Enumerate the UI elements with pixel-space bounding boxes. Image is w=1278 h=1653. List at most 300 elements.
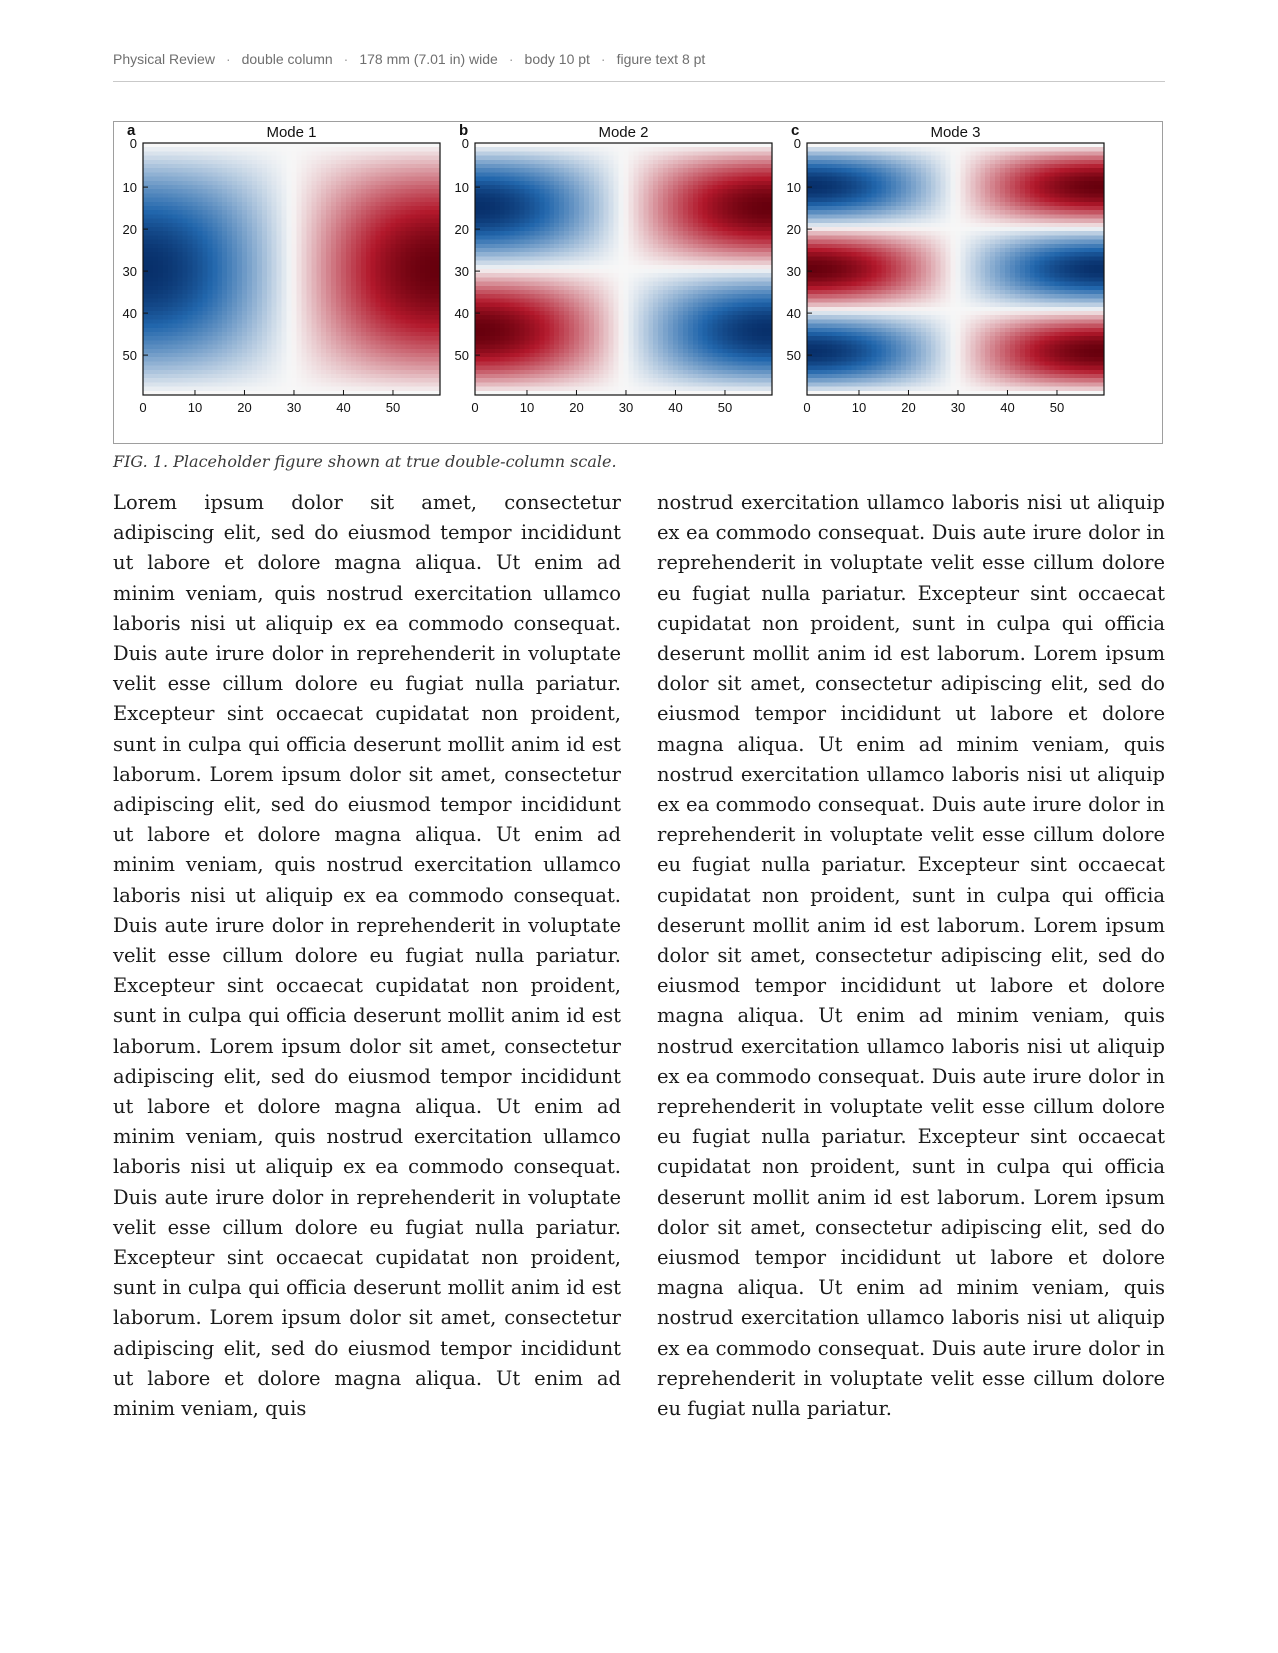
heatmap-cell (153, 219, 159, 224)
heatmap-cell (415, 210, 421, 215)
heatmap-cell (633, 143, 639, 148)
heatmap-cell (143, 244, 149, 249)
heatmap-cell (173, 286, 179, 291)
heatmap-cell (143, 168, 149, 173)
heatmap-cell (272, 219, 278, 224)
heatmap-cell (703, 164, 709, 169)
heatmap-cell (480, 227, 486, 232)
heatmap-cell (574, 172, 580, 177)
heatmap-cell (212, 340, 218, 345)
heatmap-cell (232, 311, 238, 316)
heatmap-cell (341, 198, 347, 203)
heatmap-cell (282, 294, 288, 299)
heatmap-cell (361, 286, 367, 291)
heatmap-cell (262, 164, 268, 169)
heatmap-cell (346, 147, 352, 152)
heatmap-cell (183, 315, 189, 320)
heatmap-cell (648, 168, 654, 173)
heatmap-cell (287, 294, 293, 299)
heatmap-cell (351, 240, 357, 245)
heatmap-cell (405, 185, 411, 190)
heatmap-cell (197, 387, 203, 392)
heatmap-cell (197, 340, 203, 345)
heatmap-cell (296, 387, 302, 392)
heatmap-cell (609, 193, 615, 198)
heatmap-cell (341, 315, 347, 320)
heatmap-cell (752, 151, 758, 156)
heatmap-cell (737, 198, 743, 203)
heatmap-cell (703, 223, 709, 228)
heatmap-cell (168, 361, 174, 366)
heatmap-cell (366, 202, 372, 207)
heatmap-cell (718, 147, 724, 152)
heatmap-cell (400, 248, 406, 253)
heatmap-cell (752, 193, 758, 198)
heatmap-cell (267, 160, 273, 165)
heatmap-cell (217, 328, 223, 333)
heatmap-cell (173, 151, 179, 156)
heatmap-cell (326, 328, 332, 333)
heatmap-cell (252, 261, 258, 266)
heatmap-cell (341, 219, 347, 224)
heatmap-cell (366, 156, 372, 161)
heatmap-cell (415, 235, 421, 240)
heatmap-cell (163, 219, 169, 224)
heatmap-cell (425, 172, 431, 177)
heatmap-cell (599, 206, 605, 211)
heatmap-cell (326, 193, 332, 198)
heatmap-cell (316, 269, 322, 274)
heatmap-cell (227, 244, 233, 249)
heatmap-cell (420, 277, 426, 282)
heatmap-cell (400, 244, 406, 249)
heatmap-cell (727, 202, 733, 207)
heatmap-cell (292, 382, 298, 387)
heatmap-cell (197, 319, 203, 324)
heatmap-cell (495, 185, 501, 190)
heatmap-cell (371, 185, 377, 190)
heatmap-cell (554, 227, 560, 232)
heatmap-cell (321, 248, 327, 253)
heatmap-cell (594, 210, 600, 215)
heatmap-cell (361, 269, 367, 274)
heatmap-cell (311, 231, 317, 236)
heatmap-cell (282, 156, 288, 161)
heatmap-cell (257, 387, 263, 392)
heatmap-cell (178, 349, 184, 354)
heatmap-cell (742, 151, 748, 156)
heatmap-cell (306, 324, 312, 329)
heatmap-cell (420, 147, 426, 152)
heatmap-cell (534, 214, 540, 219)
heatmap-cell (425, 315, 431, 320)
heatmap-cell (624, 235, 630, 240)
heatmap-cell (490, 198, 496, 203)
heatmap-cell (202, 269, 208, 274)
heatmap-cell (371, 370, 377, 375)
heatmap-cell (331, 206, 337, 211)
heatmap-cell (341, 210, 347, 215)
heatmap-cell (351, 366, 357, 371)
heatmap-cell (153, 156, 159, 161)
heatmap-cell (316, 256, 322, 261)
heatmap-cell (658, 160, 664, 165)
heatmap-cell (292, 273, 298, 278)
heatmap-cell (193, 189, 199, 194)
heatmap-cell (633, 168, 639, 173)
heatmap-cell (539, 185, 545, 190)
heatmap-cell (420, 382, 426, 387)
heatmap-cell (247, 156, 253, 161)
heatmap-cell (247, 286, 253, 291)
heatmap-cell (381, 223, 387, 228)
heatmap-cell (277, 160, 283, 165)
heatmap-cell (638, 231, 644, 236)
heatmap-cell (391, 219, 397, 224)
heatmap-cell (202, 336, 208, 341)
heatmap-cell (242, 214, 248, 219)
heatmap-cell (232, 143, 238, 148)
heatmap-cell (296, 277, 302, 282)
heatmap-cell (480, 156, 486, 161)
heatmap-cell (316, 261, 322, 266)
heatmap-cell (262, 235, 268, 240)
heatmap-cell (594, 219, 600, 224)
heatmap-cell (400, 315, 406, 320)
heatmap-cell (242, 374, 248, 379)
heatmap-cell (430, 332, 436, 337)
heatmap-cell (168, 298, 174, 303)
heatmap-cell (713, 151, 719, 156)
heatmap-cell (549, 202, 555, 207)
heatmap-cell (520, 214, 526, 219)
heatmap-cell (193, 273, 199, 278)
heatmap-cell (178, 160, 184, 165)
heatmap-cell (425, 240, 431, 245)
heatmap-cell (410, 303, 416, 308)
heatmap-cell (178, 303, 184, 308)
heatmap-cell (158, 256, 164, 261)
heatmap-cell (242, 303, 248, 308)
heatmap-cell (762, 189, 768, 194)
heatmap-cell (321, 202, 327, 207)
heatmap-cell (306, 206, 312, 211)
heatmap-cell (188, 256, 194, 261)
heatmap-cell (227, 181, 233, 186)
heatmap-cell (559, 193, 565, 198)
heatmap-cell (351, 256, 357, 261)
heatmap-cell (742, 214, 748, 219)
heatmap-cell (292, 324, 298, 329)
heatmap-cell (361, 387, 367, 392)
heatmap-cell (668, 172, 674, 177)
heatmap-cell (336, 286, 342, 291)
heatmap-cell (371, 361, 377, 366)
heatmap-cell (425, 227, 431, 232)
heatmap-cell (227, 168, 233, 173)
heatmap-cell (346, 273, 352, 278)
heatmap-cell (287, 252, 293, 257)
heatmap-cell (534, 147, 540, 152)
heatmap-cell (549, 223, 555, 228)
heatmap-cell (351, 332, 357, 337)
heatmap-cell (153, 315, 159, 320)
heatmap-cell (341, 269, 347, 274)
heatmap-cell (296, 273, 302, 278)
heatmap-cell (520, 231, 526, 236)
heatmap-panel-a (123, 122, 441, 415)
heatmap-cell (193, 378, 199, 383)
heatmap-cell (713, 172, 719, 177)
heatmap-cell (658, 223, 664, 228)
heatmap-cell (405, 349, 411, 354)
heatmap-cell (653, 160, 659, 165)
heatmap-cell (361, 147, 367, 152)
heatmap-cell (178, 366, 184, 371)
heatmap-cell (386, 206, 392, 211)
heatmap-cell (703, 189, 709, 194)
heatmap-cell (232, 361, 238, 366)
heatmap-cell (287, 160, 293, 165)
heatmap-cell (628, 160, 634, 165)
y-tick-label: 40 (122, 306, 137, 322)
heatmap-cell (544, 202, 550, 207)
heatmap-cell (222, 315, 228, 320)
heatmap-cell (505, 202, 511, 207)
heatmap-cell (277, 147, 283, 152)
heatmap-cell (529, 189, 535, 194)
heatmap-cell (188, 160, 194, 165)
heatmap-cell (227, 198, 233, 203)
heatmap-cell (287, 319, 293, 324)
heatmap-cell (376, 298, 382, 303)
heatmap-cell (534, 202, 540, 207)
heatmap-cell (490, 193, 496, 198)
heatmap-cell (658, 214, 664, 219)
heatmap-cell (296, 244, 302, 249)
heatmap-cell (242, 235, 248, 240)
heatmap-cell (217, 172, 223, 177)
heatmap-cell (752, 206, 758, 211)
heatmap-cell (143, 261, 149, 266)
heatmap-cell (584, 214, 590, 219)
heatmap-cell (564, 151, 570, 156)
heatmap-cell (306, 189, 312, 194)
heatmap-cell (703, 185, 709, 190)
heatmap-cell (346, 294, 352, 299)
heatmap-cell (301, 328, 307, 333)
heatmap-cell (371, 366, 377, 371)
heatmap-cell (163, 227, 169, 232)
heatmap-cell (148, 374, 154, 379)
heatmap-cell (188, 311, 194, 316)
heatmap-cell (727, 206, 733, 211)
heatmap-cell (430, 353, 436, 358)
heatmap-cell (356, 164, 362, 169)
heatmap-cell (267, 256, 273, 261)
heatmap-cell (336, 269, 342, 274)
heatmap-cell (143, 252, 149, 257)
heatmap-cell (415, 324, 421, 329)
heatmap-cell (326, 294, 332, 299)
heatmap-cell (237, 294, 243, 299)
heatmap-cell (391, 168, 397, 173)
heatmap-cell (277, 349, 283, 354)
heatmap-cell (410, 147, 416, 152)
heatmap-cell (331, 227, 337, 232)
heatmap-cell (301, 353, 307, 358)
heatmap-cell (395, 345, 401, 350)
heatmap-cell (351, 227, 357, 232)
heatmap-cell (510, 168, 516, 173)
heatmap-cell (505, 231, 511, 236)
heatmap-cell (262, 336, 268, 341)
heatmap-cell (153, 235, 159, 240)
heatmap-cell (262, 151, 268, 156)
heatmap-cell (371, 349, 377, 354)
heatmap-cell (371, 160, 377, 165)
heatmap-cell (178, 328, 184, 333)
heatmap-cell (143, 298, 149, 303)
heatmap-cell (237, 252, 243, 257)
heatmap-cell (395, 319, 401, 324)
heatmap-cell (505, 193, 511, 198)
heatmap-cell (173, 147, 179, 152)
heatmap-cell (415, 248, 421, 253)
heatmap-cell (183, 378, 189, 383)
heatmap-cell (584, 189, 590, 194)
heatmap-cell (475, 181, 481, 186)
heatmap-cell (346, 328, 352, 333)
heatmap-cell (306, 248, 312, 253)
heatmap-cell (202, 319, 208, 324)
heatmap-cell (381, 189, 387, 194)
heatmap-cell (237, 160, 243, 165)
heatmap-cell (415, 143, 421, 148)
heatmap-cell (267, 353, 273, 358)
heatmap-cell (648, 181, 654, 186)
heatmap-cell (525, 177, 531, 182)
heatmap-cell (173, 206, 179, 211)
heatmap-cell (197, 147, 203, 152)
heatmap-cell (663, 160, 669, 165)
heatmap-cell (148, 319, 154, 324)
heatmap-cell (643, 160, 649, 165)
heatmap-cell (207, 324, 213, 329)
heatmap-cell (262, 374, 268, 379)
heatmap-cell (554, 198, 560, 203)
heatmap-cell (326, 219, 332, 224)
heatmap-cell (277, 261, 283, 266)
heatmap-cell (520, 210, 526, 215)
heatmap-cell (257, 353, 263, 358)
heatmap-cell (371, 336, 377, 341)
heatmap-cell (173, 319, 179, 324)
heatmap-cell (405, 345, 411, 350)
heatmap-cell (415, 177, 421, 182)
heatmap-cell (173, 357, 179, 362)
heatmap-cell (579, 219, 585, 224)
heatmap-cell (624, 156, 630, 161)
heatmap-cell (292, 349, 298, 354)
heatmap-cell (430, 164, 436, 169)
heatmap-cell (361, 332, 367, 337)
heatmap-cell (163, 370, 169, 375)
heatmap-cell (475, 219, 481, 224)
heatmap-cell (569, 156, 575, 161)
heatmap-cell (287, 143, 293, 148)
heatmap-cell (207, 378, 213, 383)
heatmap-cell (648, 160, 654, 165)
heatmap-cell (737, 223, 743, 228)
heatmap-cell (202, 164, 208, 169)
heatmap-cell (262, 156, 268, 161)
heatmap-cell (296, 366, 302, 371)
heatmap-cell (584, 181, 590, 186)
heatmap-cell (381, 319, 387, 324)
heatmap-cell (143, 387, 149, 392)
heatmap-cell (371, 269, 377, 274)
heatmap-cell (168, 147, 174, 152)
heatmap-cell (539, 202, 545, 207)
heatmap-cell (732, 202, 738, 207)
heatmap-cell (301, 206, 307, 211)
heatmap-cell (197, 185, 203, 190)
heatmap-cell (638, 160, 644, 165)
heatmap-cell (747, 172, 753, 177)
heatmap-cell (306, 244, 312, 249)
heatmap-cell (381, 252, 387, 257)
heatmap-cell (158, 361, 164, 366)
heatmap-cell (292, 172, 298, 177)
heatmap-cell (747, 202, 753, 207)
heatmap-cell (277, 177, 283, 182)
heatmap-cell (247, 349, 253, 354)
heatmap-cell (272, 353, 278, 358)
heatmap-cell (272, 294, 278, 299)
heatmap-cell (529, 172, 535, 177)
heatmap-cell (410, 265, 416, 270)
heatmap-cell (183, 177, 189, 182)
heatmap-cell (425, 164, 431, 169)
heatmap-cell (212, 269, 218, 274)
heatmap-cell (193, 311, 199, 316)
heatmap-cell (237, 256, 243, 261)
heatmap-cell (153, 172, 159, 177)
heatmap-cell (554, 172, 560, 177)
heatmap-cell (633, 151, 639, 156)
heatmap-cell (262, 319, 268, 324)
heatmap-cell (381, 265, 387, 270)
heatmap-cell (395, 286, 401, 291)
heatmap-cell (148, 382, 154, 387)
heatmap-cell (217, 282, 223, 287)
heatmap-cell (247, 181, 253, 186)
heatmap-cell (257, 227, 263, 232)
heatmap-cell (217, 231, 223, 236)
heatmap-cell (331, 231, 337, 236)
heatmap-cell (178, 286, 184, 291)
heatmap-cell (247, 261, 253, 266)
heatmap-cell (207, 261, 213, 266)
heatmap-cell (341, 151, 347, 156)
heatmap-cell (371, 206, 377, 211)
heatmap-cell (351, 269, 357, 274)
heatmap-cell (356, 235, 362, 240)
heatmap-cell (405, 227, 411, 232)
heatmap-cell (232, 248, 238, 253)
heatmap-cell (262, 273, 268, 278)
